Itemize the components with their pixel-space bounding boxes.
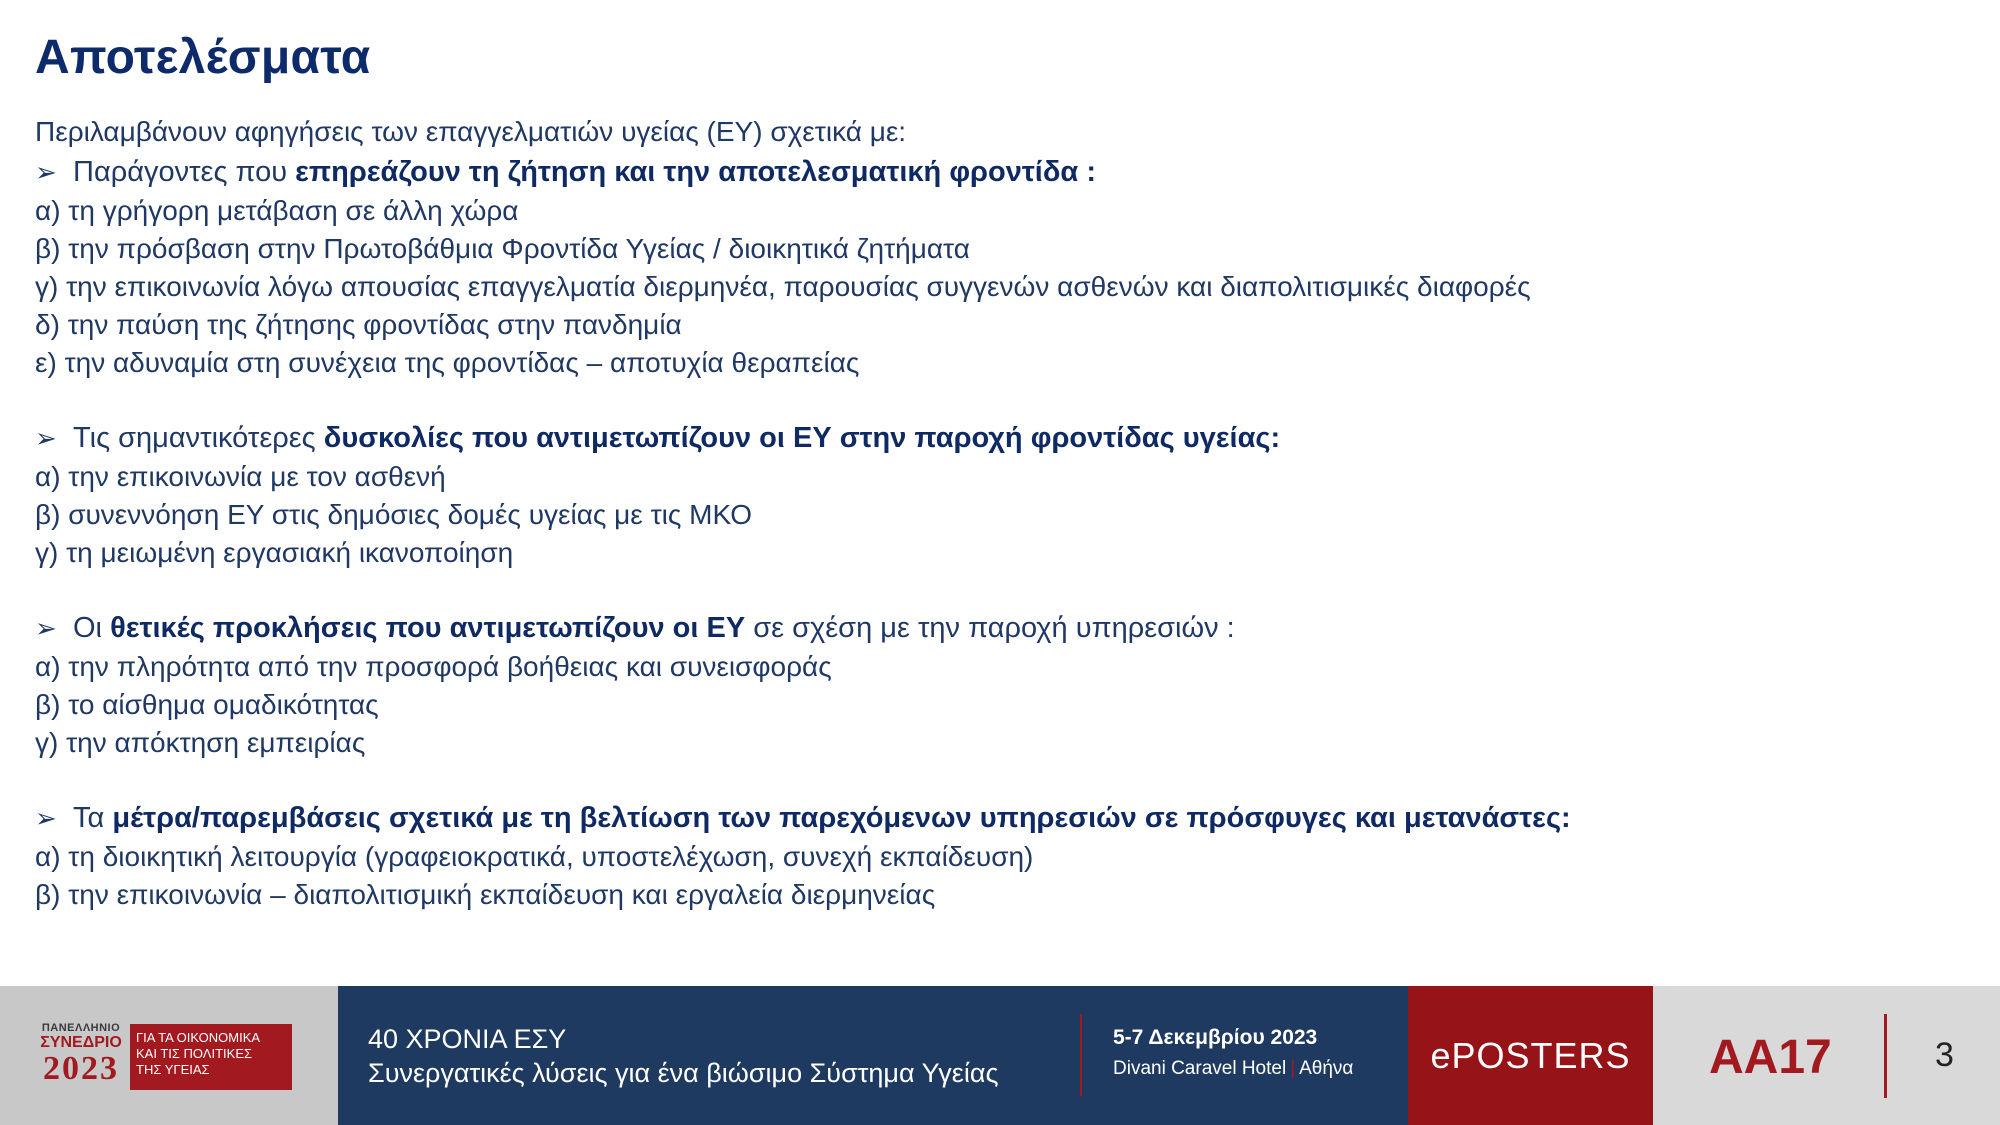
arrow-bullet-icon: ➢	[35, 157, 57, 187]
section-difficulties	[35, 418, 1965, 572]
venue-separator: |	[1290, 1058, 1296, 1079]
heading-text: Τις σημαντικότερες	[73, 422, 324, 454]
list-item: γ) την απόκτηση εμπειρίας	[35, 727, 366, 758]
heading-emphasis: επηρεάζουν τη ζήτηση και την αποτελεσματική φροντίδα :	[295, 156, 1096, 188]
arrow-bullet-icon: ➢	[35, 803, 57, 833]
section-heading	[35, 418, 1965, 458]
heading-emphasis: δυσκολίες που αντιμετωπίζουν οι ΕΥ στην παροχή φροντίδας υγείας:	[323, 422, 1281, 454]
venue-name: Divani Caravel Hotel	[1113, 1058, 1287, 1079]
congress-subtitle: Συνεργατικές λύσεις για ένα βιώσιμο Σύστημα Υγείας	[368, 1058, 999, 1088]
venue-city: Αθήνα	[1299, 1058, 1354, 1079]
list-item: β) συνεννόηση ΕΥ στις δημόσιες δομές υγείας με τις ΜΚΟ	[35, 499, 753, 530]
arrow-bullet-icon: ➢	[35, 613, 57, 643]
heading-emphasis: μέτρα/παρεμβάσεις σχετικά με τη βελτίωση των παρεχόμενων υπηρεσιών σε πρόσφυγες και μετανάστες:	[112, 802, 1571, 834]
section-heading	[35, 608, 1965, 648]
section-demand-factors	[35, 152, 1965, 382]
heading-text: Οι	[73, 612, 111, 644]
logo-box-line: ΤΗΣ ΥΓΕΙΑΣ	[136, 1062, 210, 1077]
logo-box-line: ΓΙΑ ΤΑ ΟΙΚΟΝΟΜΙΚΑ	[136, 1030, 261, 1045]
congress-title: 40 ΧΡΟΝΙΑ ΕΣΥ	[368, 1024, 567, 1054]
arrow-bullet-icon: ➢	[35, 423, 57, 453]
list-item: α) την πληρότητα από την προσφορά βοήθειας και συνεισφοράς	[35, 651, 832, 682]
conference-logo	[0, 986, 338, 1125]
congress-venue	[1113, 1058, 1353, 1080]
list-item: β) την επικοινωνία – διαπολιτισμική εκπαίδευση και εργαλεία διερμηνείας	[35, 879, 936, 910]
logo-mid-text: ΣΥΝΕΔΡΙΟ	[40, 1034, 122, 1051]
section-heading	[35, 152, 1965, 192]
list-item: α) τη διοικητική λειτουργία (γραφειοκρατικά, υποστελέχωση, συνεχή εκπαίδευση)	[35, 841, 1034, 872]
list-item: γ) την επικοινωνία λόγω απουσίας επαγγελματία διερμηνέα, παρουσίας συγγενών ασθενών και διαπολιτισμικές διαφορές	[35, 271, 1531, 302]
slide-title: Αποτελέσματα	[35, 31, 371, 84]
logo-small-text: ΠΑΝΕΛΛΗΝΙΟ	[41, 1022, 121, 1034]
poster-code-panel	[1653, 986, 2000, 1125]
poster-code: ΑΑ17	[1709, 1031, 1832, 1084]
divider	[1080, 1014, 1082, 1096]
section-measures	[35, 798, 1965, 914]
divider	[1884, 1014, 1887, 1098]
congress-info	[338, 986, 1408, 1125]
logo-wordmark	[34, 1022, 128, 1086]
heading-emphasis: θετικές προκλήσεις που αντιμετωπίζουν οι ΕΥ	[110, 612, 746, 644]
list-item: γ) τη μειωμένη εργασιακή ικανοποίηση	[35, 537, 514, 568]
heading-tail: σε σχέση με την παροχή υπηρεσιών :	[745, 612, 1235, 644]
list-item: α) την επικοινωνία με τον ασθενή	[35, 461, 446, 492]
list-item: β) την πρόσβαση στην Πρωτοβάθμια Φροντίδα Υγείας / διοικητικά ζητήματα	[35, 233, 970, 264]
logo-red-box	[130, 1024, 292, 1090]
intro-text: Περιλαμβάνουν αφηγήσεις των επαγγελματιών υγείας (ΕΥ) σχετικά με:	[35, 116, 907, 147]
list-item: α) τη γρήγορη μετάβαση σε άλλη χώρα	[35, 195, 519, 226]
page-number: 3	[1935, 1036, 1954, 1074]
list-item: δ) την παύση της ζήτησης φροντίδας στην πανδημία	[35, 309, 682, 340]
logo-box-line: ΚΑΙ ΤΙΣ ΠΟΛΙΤΙΚΕΣ	[136, 1046, 253, 1061]
list-item: β) το αίσθημα ομαδικότητας	[35, 689, 379, 720]
section-positive-challenges	[35, 608, 1965, 762]
logo-year: 2023	[43, 1050, 119, 1087]
list-item: ε) την αδυναμία στη συνέχεια της φροντίδας – αποτυχία θεραπείας	[35, 347, 860, 378]
heading-text: Παράγοντες που	[73, 156, 296, 188]
section-heading	[35, 798, 1965, 838]
heading-text: Τα	[73, 802, 113, 834]
congress-date: 5-7 Δεκεμβρίου 2023	[1113, 1026, 1318, 1049]
footer-banner	[0, 986, 2000, 1125]
eposters-label: ePOSTERS	[1408, 986, 1653, 1125]
slide-content	[35, 112, 1965, 950]
